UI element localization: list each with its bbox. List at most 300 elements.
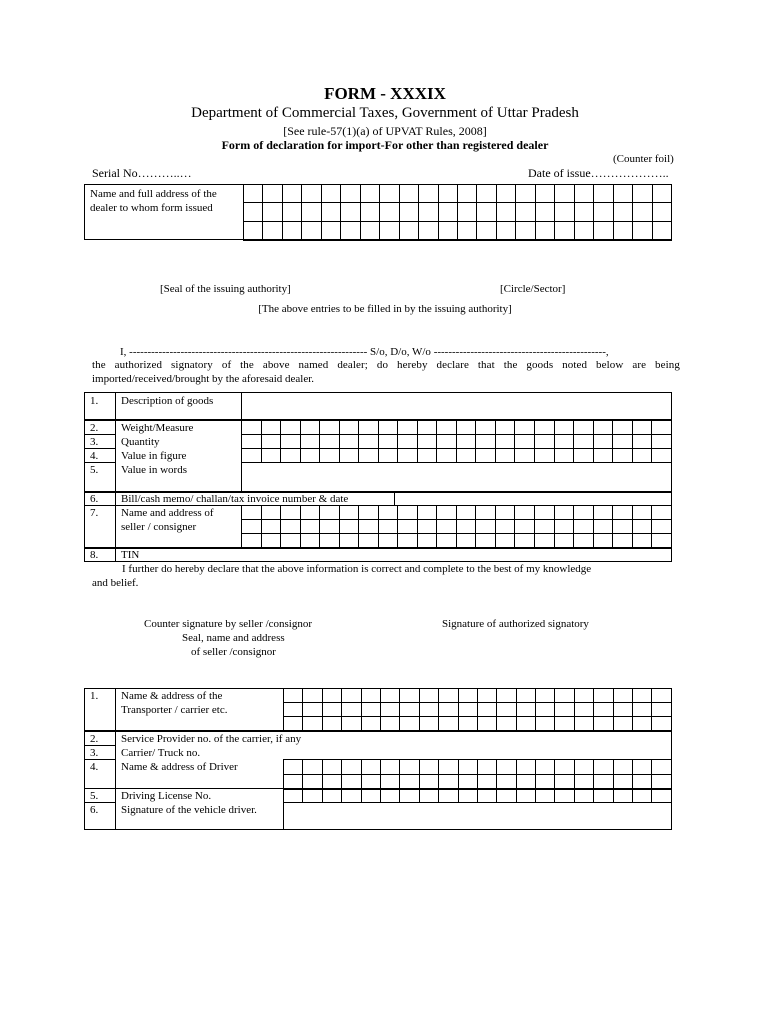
char-box[interactable] bbox=[361, 689, 380, 703]
char-box[interactable] bbox=[516, 760, 535, 775]
char-box[interactable] bbox=[300, 506, 320, 520]
char-box[interactable] bbox=[476, 421, 496, 435]
char-box[interactable] bbox=[516, 717, 535, 732]
char-box[interactable] bbox=[554, 449, 574, 463]
char-box[interactable] bbox=[613, 222, 632, 241]
char-box[interactable] bbox=[613, 760, 632, 775]
char-box[interactable] bbox=[456, 435, 476, 449]
char-box[interactable] bbox=[535, 203, 554, 222]
char-box[interactable] bbox=[554, 506, 574, 520]
char-box[interactable] bbox=[281, 520, 301, 534]
char-box[interactable] bbox=[574, 789, 593, 803]
char-box[interactable] bbox=[339, 520, 359, 534]
char-box[interactable] bbox=[555, 222, 574, 241]
char-box[interactable] bbox=[322, 703, 341, 717]
char-box[interactable] bbox=[339, 435, 359, 449]
char-box[interactable] bbox=[320, 534, 340, 549]
char-box[interactable] bbox=[341, 185, 360, 203]
char-box[interactable] bbox=[284, 703, 303, 717]
char-box[interactable] bbox=[633, 185, 652, 203]
char-box[interactable] bbox=[594, 760, 613, 775]
char-box[interactable] bbox=[439, 689, 458, 703]
char-box[interactable] bbox=[359, 534, 379, 549]
char-box[interactable] bbox=[574, 760, 593, 775]
char-box[interactable] bbox=[380, 689, 399, 703]
char-box[interactable] bbox=[555, 717, 574, 732]
char-box[interactable] bbox=[497, 789, 516, 803]
char-box[interactable] bbox=[632, 506, 652, 520]
char-box[interactable] bbox=[400, 760, 419, 775]
char-box[interactable] bbox=[361, 703, 380, 717]
char-box[interactable] bbox=[458, 717, 477, 732]
char-box[interactable] bbox=[439, 703, 458, 717]
char-box[interactable] bbox=[516, 185, 535, 203]
char-box[interactable] bbox=[281, 421, 301, 435]
char-box[interactable] bbox=[244, 185, 263, 203]
char-box[interactable] bbox=[284, 689, 303, 703]
char-box[interactable] bbox=[302, 185, 321, 203]
char-box[interactable] bbox=[534, 534, 554, 549]
char-box[interactable] bbox=[300, 534, 320, 549]
license-char-grid[interactable] bbox=[283, 788, 672, 803]
char-box[interactable] bbox=[242, 435, 262, 449]
char-box[interactable] bbox=[263, 222, 282, 241]
char-box[interactable] bbox=[574, 435, 594, 449]
char-box[interactable] bbox=[437, 421, 457, 435]
char-box[interactable] bbox=[342, 689, 361, 703]
char-box[interactable] bbox=[613, 449, 633, 463]
char-box[interactable] bbox=[593, 421, 613, 435]
char-box[interactable] bbox=[342, 760, 361, 775]
seller-char-grid[interactable] bbox=[241, 505, 672, 549]
char-box[interactable] bbox=[361, 789, 380, 803]
char-box[interactable] bbox=[380, 760, 399, 775]
char-box[interactable] bbox=[574, 185, 593, 203]
char-box[interactable] bbox=[303, 689, 322, 703]
char-box[interactable] bbox=[244, 222, 263, 241]
char-box[interactable] bbox=[399, 203, 418, 222]
char-box[interactable] bbox=[437, 520, 457, 534]
char-box[interactable] bbox=[458, 760, 477, 775]
char-box[interactable] bbox=[497, 703, 516, 717]
char-box[interactable] bbox=[321, 222, 340, 241]
char-box[interactable] bbox=[320, 520, 340, 534]
char-box[interactable] bbox=[516, 789, 535, 803]
char-box[interactable] bbox=[534, 421, 554, 435]
char-box[interactable] bbox=[302, 203, 321, 222]
char-box[interactable] bbox=[495, 506, 515, 520]
char-box[interactable] bbox=[534, 435, 554, 449]
char-box[interactable] bbox=[359, 449, 379, 463]
char-box[interactable] bbox=[321, 203, 340, 222]
char-box[interactable] bbox=[495, 520, 515, 534]
char-box[interactable] bbox=[341, 222, 360, 241]
char-box[interactable] bbox=[652, 717, 672, 732]
char-box[interactable] bbox=[417, 421, 437, 435]
char-box[interactable] bbox=[497, 717, 516, 732]
char-box[interactable] bbox=[476, 506, 496, 520]
char-box[interactable] bbox=[515, 435, 535, 449]
char-box[interactable] bbox=[417, 534, 437, 549]
char-box[interactable] bbox=[400, 789, 419, 803]
char-box[interactable] bbox=[516, 203, 535, 222]
char-box[interactable] bbox=[574, 703, 593, 717]
char-box[interactable] bbox=[535, 222, 554, 241]
char-box[interactable] bbox=[419, 222, 438, 241]
char-box[interactable] bbox=[281, 449, 301, 463]
char-box[interactable] bbox=[378, 506, 398, 520]
char-box[interactable] bbox=[574, 449, 594, 463]
char-box[interactable] bbox=[515, 421, 535, 435]
char-box[interactable] bbox=[380, 185, 399, 203]
char-box[interactable] bbox=[380, 203, 399, 222]
char-box[interactable] bbox=[417, 506, 437, 520]
char-box[interactable] bbox=[594, 203, 613, 222]
char-box[interactable] bbox=[554, 421, 574, 435]
char-box[interactable] bbox=[554, 520, 574, 534]
char-box[interactable] bbox=[555, 789, 574, 803]
char-box[interactable] bbox=[476, 520, 496, 534]
char-box[interactable] bbox=[378, 534, 398, 549]
char-box[interactable] bbox=[419, 789, 438, 803]
char-box[interactable] bbox=[652, 689, 672, 703]
char-box[interactable] bbox=[613, 506, 633, 520]
char-box[interactable] bbox=[495, 421, 515, 435]
char-box[interactable] bbox=[496, 222, 515, 241]
char-box[interactable] bbox=[652, 789, 672, 803]
char-box[interactable] bbox=[633, 203, 652, 222]
char-box[interactable] bbox=[633, 222, 652, 241]
relation-name-blank[interactable]: -----------------------------------------------, bbox=[433, 346, 609, 358]
char-box[interactable] bbox=[419, 760, 438, 775]
char-box[interactable] bbox=[555, 203, 574, 222]
char-box[interactable] bbox=[652, 421, 672, 435]
char-box[interactable] bbox=[652, 760, 672, 775]
char-box[interactable] bbox=[476, 449, 496, 463]
char-box[interactable] bbox=[419, 703, 438, 717]
char-box[interactable] bbox=[632, 435, 652, 449]
char-box[interactable] bbox=[613, 435, 633, 449]
char-box[interactable] bbox=[360, 222, 379, 241]
char-box[interactable] bbox=[320, 506, 340, 520]
char-box[interactable] bbox=[359, 421, 379, 435]
char-box[interactable] bbox=[263, 203, 282, 222]
char-box[interactable] bbox=[380, 789, 399, 803]
char-box[interactable] bbox=[652, 534, 672, 549]
char-box[interactable] bbox=[554, 534, 574, 549]
char-box[interactable] bbox=[417, 449, 437, 463]
char-box[interactable] bbox=[477, 717, 496, 732]
char-box[interactable] bbox=[261, 435, 281, 449]
char-box[interactable] bbox=[322, 689, 341, 703]
char-box[interactable] bbox=[339, 534, 359, 549]
char-box[interactable] bbox=[652, 203, 671, 222]
char-box[interactable] bbox=[398, 520, 418, 534]
char-box[interactable] bbox=[361, 717, 380, 732]
char-box[interactable] bbox=[378, 435, 398, 449]
char-box[interactable] bbox=[300, 449, 320, 463]
char-box[interactable] bbox=[244, 203, 263, 222]
char-box[interactable] bbox=[302, 222, 321, 241]
char-box[interactable] bbox=[281, 506, 301, 520]
char-box[interactable] bbox=[594, 789, 613, 803]
char-box[interactable] bbox=[574, 534, 594, 549]
char-box[interactable] bbox=[652, 449, 672, 463]
char-box[interactable] bbox=[261, 534, 281, 549]
char-box[interactable] bbox=[303, 760, 322, 775]
char-box[interactable] bbox=[594, 185, 613, 203]
char-box[interactable] bbox=[458, 789, 477, 803]
transporter-char-grid[interactable] bbox=[283, 688, 672, 732]
char-box[interactable] bbox=[400, 703, 419, 717]
char-box[interactable] bbox=[281, 534, 301, 549]
declarant-name-blank[interactable]: I, ----------------------------------------------------------------- bbox=[120, 346, 368, 358]
char-box[interactable] bbox=[613, 203, 632, 222]
char-box[interactable] bbox=[261, 421, 281, 435]
char-box[interactable] bbox=[633, 760, 652, 775]
char-box[interactable] bbox=[361, 760, 380, 775]
char-box[interactable] bbox=[497, 689, 516, 703]
char-box[interactable] bbox=[300, 520, 320, 534]
char-box[interactable] bbox=[360, 185, 379, 203]
char-box[interactable] bbox=[439, 789, 458, 803]
char-box[interactable] bbox=[652, 185, 671, 203]
char-box[interactable] bbox=[633, 717, 652, 732]
char-box[interactable] bbox=[574, 203, 593, 222]
char-box[interactable] bbox=[300, 421, 320, 435]
char-box[interactable] bbox=[496, 203, 515, 222]
char-box[interactable] bbox=[456, 534, 476, 549]
char-box[interactable] bbox=[497, 760, 516, 775]
char-box[interactable] bbox=[263, 185, 282, 203]
char-box[interactable] bbox=[652, 703, 672, 717]
char-box[interactable] bbox=[574, 717, 593, 732]
char-box[interactable] bbox=[594, 222, 613, 241]
char-box[interactable] bbox=[593, 435, 613, 449]
char-box[interactable] bbox=[456, 520, 476, 534]
char-box[interactable] bbox=[594, 717, 613, 732]
char-box[interactable] bbox=[300, 435, 320, 449]
char-box[interactable] bbox=[632, 449, 652, 463]
char-box[interactable] bbox=[574, 421, 594, 435]
char-box[interactable] bbox=[339, 506, 359, 520]
char-box[interactable] bbox=[399, 222, 418, 241]
char-box[interactable] bbox=[438, 185, 457, 203]
char-box[interactable] bbox=[380, 703, 399, 717]
char-box[interactable] bbox=[398, 506, 418, 520]
char-box[interactable] bbox=[282, 222, 301, 241]
dealer-char-grid[interactable] bbox=[243, 184, 672, 241]
char-box[interactable] bbox=[457, 203, 476, 222]
char-box[interactable] bbox=[456, 449, 476, 463]
char-box[interactable] bbox=[419, 203, 438, 222]
char-box[interactable] bbox=[242, 534, 262, 549]
char-box[interactable] bbox=[439, 760, 458, 775]
goods-char-grid[interactable] bbox=[241, 420, 672, 463]
char-box[interactable] bbox=[378, 520, 398, 534]
char-box[interactable] bbox=[339, 449, 359, 463]
char-box[interactable] bbox=[419, 185, 438, 203]
char-box[interactable] bbox=[303, 789, 322, 803]
char-box[interactable] bbox=[456, 421, 476, 435]
char-box[interactable] bbox=[242, 520, 262, 534]
char-box[interactable] bbox=[437, 449, 457, 463]
char-box[interactable] bbox=[534, 449, 554, 463]
char-box[interactable] bbox=[261, 449, 281, 463]
char-box[interactable] bbox=[359, 435, 379, 449]
char-box[interactable] bbox=[632, 520, 652, 534]
char-box[interactable] bbox=[284, 717, 303, 732]
char-box[interactable] bbox=[574, 506, 594, 520]
char-box[interactable] bbox=[437, 435, 457, 449]
char-box[interactable] bbox=[495, 449, 515, 463]
char-box[interactable] bbox=[496, 185, 515, 203]
char-box[interactable] bbox=[261, 506, 281, 520]
char-box[interactable] bbox=[633, 789, 652, 803]
char-box[interactable] bbox=[633, 689, 652, 703]
char-box[interactable] bbox=[342, 717, 361, 732]
char-box[interactable] bbox=[536, 760, 555, 775]
char-box[interactable] bbox=[322, 789, 341, 803]
char-box[interactable] bbox=[593, 449, 613, 463]
char-box[interactable] bbox=[613, 421, 633, 435]
char-box[interactable] bbox=[594, 689, 613, 703]
char-box[interactable] bbox=[303, 703, 322, 717]
char-box[interactable] bbox=[613, 717, 632, 732]
char-box[interactable] bbox=[554, 435, 574, 449]
char-box[interactable] bbox=[400, 717, 419, 732]
char-box[interactable] bbox=[652, 506, 672, 520]
char-box[interactable] bbox=[320, 449, 340, 463]
char-box[interactable] bbox=[457, 222, 476, 241]
char-box[interactable] bbox=[477, 203, 496, 222]
char-box[interactable] bbox=[516, 222, 535, 241]
char-box[interactable] bbox=[515, 506, 535, 520]
char-box[interactable] bbox=[399, 185, 418, 203]
char-box[interactable] bbox=[400, 689, 419, 703]
char-box[interactable] bbox=[613, 789, 632, 803]
char-box[interactable] bbox=[438, 222, 457, 241]
char-box[interactable] bbox=[652, 520, 672, 534]
char-box[interactable] bbox=[342, 789, 361, 803]
char-box[interactable] bbox=[632, 421, 652, 435]
char-box[interactable] bbox=[261, 520, 281, 534]
char-box[interactable] bbox=[359, 506, 379, 520]
char-box[interactable] bbox=[515, 520, 535, 534]
char-box[interactable] bbox=[303, 717, 322, 732]
char-box[interactable] bbox=[398, 435, 418, 449]
char-box[interactable] bbox=[633, 703, 652, 717]
char-box[interactable] bbox=[477, 689, 496, 703]
char-box[interactable] bbox=[281, 435, 301, 449]
char-box[interactable] bbox=[652, 222, 671, 241]
char-box[interactable] bbox=[613, 534, 633, 549]
char-box[interactable] bbox=[593, 534, 613, 549]
char-box[interactable] bbox=[419, 717, 438, 732]
char-box[interactable] bbox=[242, 506, 262, 520]
char-box[interactable] bbox=[282, 185, 301, 203]
char-box[interactable] bbox=[321, 185, 340, 203]
char-box[interactable] bbox=[516, 703, 535, 717]
char-box[interactable] bbox=[555, 689, 574, 703]
char-box[interactable] bbox=[495, 534, 515, 549]
char-box[interactable] bbox=[320, 435, 340, 449]
char-box[interactable] bbox=[380, 717, 399, 732]
driver-char-grid[interactable] bbox=[283, 759, 672, 790]
char-box[interactable] bbox=[477, 760, 496, 775]
char-box[interactable] bbox=[574, 689, 593, 703]
char-box[interactable] bbox=[574, 222, 593, 241]
char-box[interactable] bbox=[555, 703, 574, 717]
char-box[interactable] bbox=[477, 185, 496, 203]
char-box[interactable] bbox=[284, 789, 303, 803]
char-box[interactable] bbox=[456, 506, 476, 520]
char-box[interactable] bbox=[417, 435, 437, 449]
char-box[interactable] bbox=[339, 421, 359, 435]
char-box[interactable] bbox=[555, 185, 574, 203]
char-box[interactable] bbox=[613, 689, 632, 703]
char-box[interactable] bbox=[536, 789, 555, 803]
char-box[interactable] bbox=[555, 760, 574, 775]
char-box[interactable] bbox=[284, 760, 303, 775]
char-box[interactable] bbox=[613, 703, 632, 717]
char-box[interactable] bbox=[322, 717, 341, 732]
char-box[interactable] bbox=[536, 689, 555, 703]
char-box[interactable] bbox=[613, 520, 633, 534]
char-box[interactable] bbox=[398, 421, 418, 435]
char-box[interactable] bbox=[535, 185, 554, 203]
char-box[interactable] bbox=[398, 534, 418, 549]
char-box[interactable] bbox=[534, 520, 554, 534]
char-box[interactable] bbox=[536, 703, 555, 717]
char-box[interactable] bbox=[378, 449, 398, 463]
char-box[interactable] bbox=[282, 203, 301, 222]
char-box[interactable] bbox=[359, 520, 379, 534]
char-box[interactable] bbox=[515, 449, 535, 463]
char-box[interactable] bbox=[594, 703, 613, 717]
char-box[interactable] bbox=[477, 222, 496, 241]
char-box[interactable] bbox=[437, 534, 457, 549]
char-box[interactable] bbox=[417, 520, 437, 534]
char-box[interactable] bbox=[439, 717, 458, 732]
char-box[interactable] bbox=[495, 435, 515, 449]
char-box[interactable] bbox=[534, 506, 554, 520]
char-box[interactable] bbox=[613, 185, 632, 203]
char-box[interactable] bbox=[477, 789, 496, 803]
char-box[interactable] bbox=[322, 760, 341, 775]
char-box[interactable] bbox=[342, 703, 361, 717]
char-box[interactable] bbox=[458, 689, 477, 703]
char-box[interactable] bbox=[476, 435, 496, 449]
char-box[interactable] bbox=[536, 717, 555, 732]
char-box[interactable] bbox=[360, 203, 379, 222]
char-box[interactable] bbox=[593, 520, 613, 534]
char-box[interactable] bbox=[593, 506, 613, 520]
char-box[interactable] bbox=[437, 506, 457, 520]
char-box[interactable] bbox=[574, 520, 594, 534]
char-box[interactable] bbox=[419, 689, 438, 703]
char-box[interactable] bbox=[516, 689, 535, 703]
char-box[interactable] bbox=[476, 534, 496, 549]
char-box[interactable] bbox=[458, 703, 477, 717]
char-box[interactable] bbox=[398, 449, 418, 463]
char-box[interactable] bbox=[457, 185, 476, 203]
char-box[interactable] bbox=[632, 534, 652, 549]
char-box[interactable] bbox=[341, 203, 360, 222]
char-box[interactable] bbox=[242, 421, 262, 435]
char-box[interactable] bbox=[438, 203, 457, 222]
char-box[interactable] bbox=[378, 421, 398, 435]
